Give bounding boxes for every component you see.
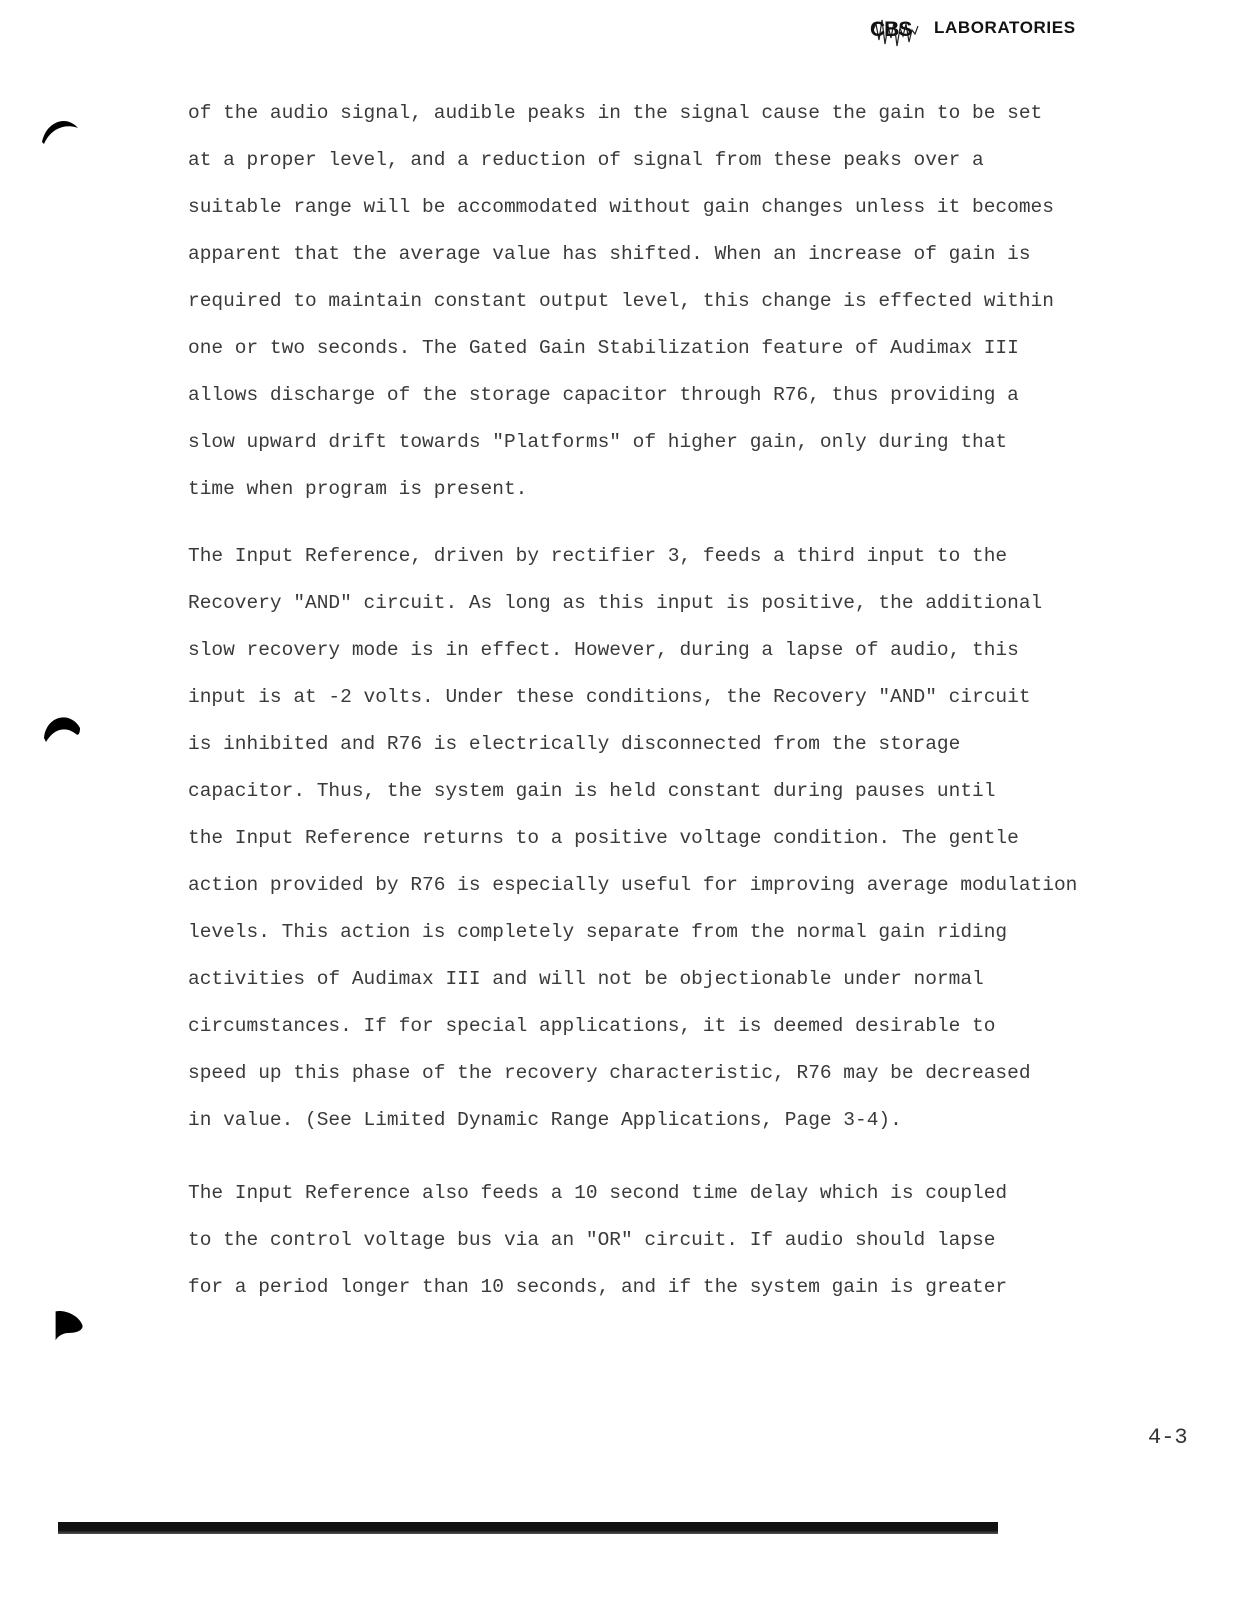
- page-number: 4-3: [1148, 1425, 1188, 1450]
- text-line: circumstances. If for special applications, it is deemed desirable to: [188, 1015, 996, 1037]
- text-line: action provided by R76 is especially useful for improving average modulation: [188, 874, 1078, 896]
- binder-hole-icon: [50, 1306, 90, 1342]
- text-line: in value. (See Limited Dynamic Range Applications, Page 3-4).: [188, 1109, 902, 1131]
- text-line: time when program is present.: [188, 478, 528, 500]
- text-line: The Input Reference also feeds a 10 second time delay which is coupled: [188, 1182, 1008, 1204]
- text-line: slow recovery mode is in effect. However, during a lapse of audio, this: [188, 639, 1019, 661]
- logo-letters: CBS: [870, 18, 912, 41]
- text-line: The Input Reference, driven by rectifier 3, feeds a third input to the: [188, 545, 1008, 567]
- text-line: required to maintain constant output level, this change is effected within: [188, 290, 1054, 312]
- text-line: the Input Reference returns to a positive voltage condition. The gentle: [188, 827, 1019, 849]
- text-line: levels. This action is completely separate from the normal gain riding: [188, 921, 1008, 943]
- text-line: suitable range will be accommodated without gain changes unless it becomes: [188, 196, 1054, 218]
- text-line: speed up this phase of the recovery characteristic, R76 may be decreased: [188, 1062, 1031, 1084]
- text-line: is inhibited and R76 is electrically disconnected from the storage: [188, 733, 961, 755]
- text-line: capacitor. Thus, the system gain is held constant during pauses until: [188, 780, 996, 802]
- text-line: input is at -2 volts. Under these conditions, the Recovery "AND" circuit: [188, 686, 1031, 708]
- paragraph-3: [188, 1170, 1108, 1311]
- binder-hole-icon: [40, 112, 80, 148]
- cbs-logo: [870, 14, 928, 46]
- text-line: to the control voltage bus via an "OR" circuit. If audio should lapse: [188, 1229, 996, 1251]
- text-line: slow upward drift towards "Platforms" of higher gain, only during that: [188, 431, 1008, 453]
- bottom-rule: [58, 1522, 998, 1534]
- text-line: one or two seconds. The Gated Gain Stabilization feature of Audimax III: [188, 337, 1019, 359]
- paragraph-2: [188, 533, 1108, 1144]
- binder-hole-icon: [40, 708, 80, 744]
- company-name: LABORATORIES: [934, 18, 1076, 37]
- text-line: of the audio signal, audible peaks in the signal cause the gain to be set: [188, 102, 1043, 124]
- paragraph-1: [188, 90, 1108, 513]
- text-line: at a proper level, and a reduction of signal from these peaks over a: [188, 149, 984, 171]
- text-line: activities of Audimax III and will not be objectionable under normal: [188, 968, 984, 990]
- text-line: Recovery "AND" circuit. As long as this input is positive, the additional: [188, 592, 1043, 614]
- text-line: for a period longer than 10 seconds, and if the system gain is greater: [188, 1276, 1008, 1298]
- text-line: apparent that the average value has shifted. When an increase of gain is: [188, 243, 1031, 265]
- text-line: allows discharge of the storage capacitor through R76, thus providing a: [188, 384, 1019, 406]
- letterhead: [870, 14, 1076, 46]
